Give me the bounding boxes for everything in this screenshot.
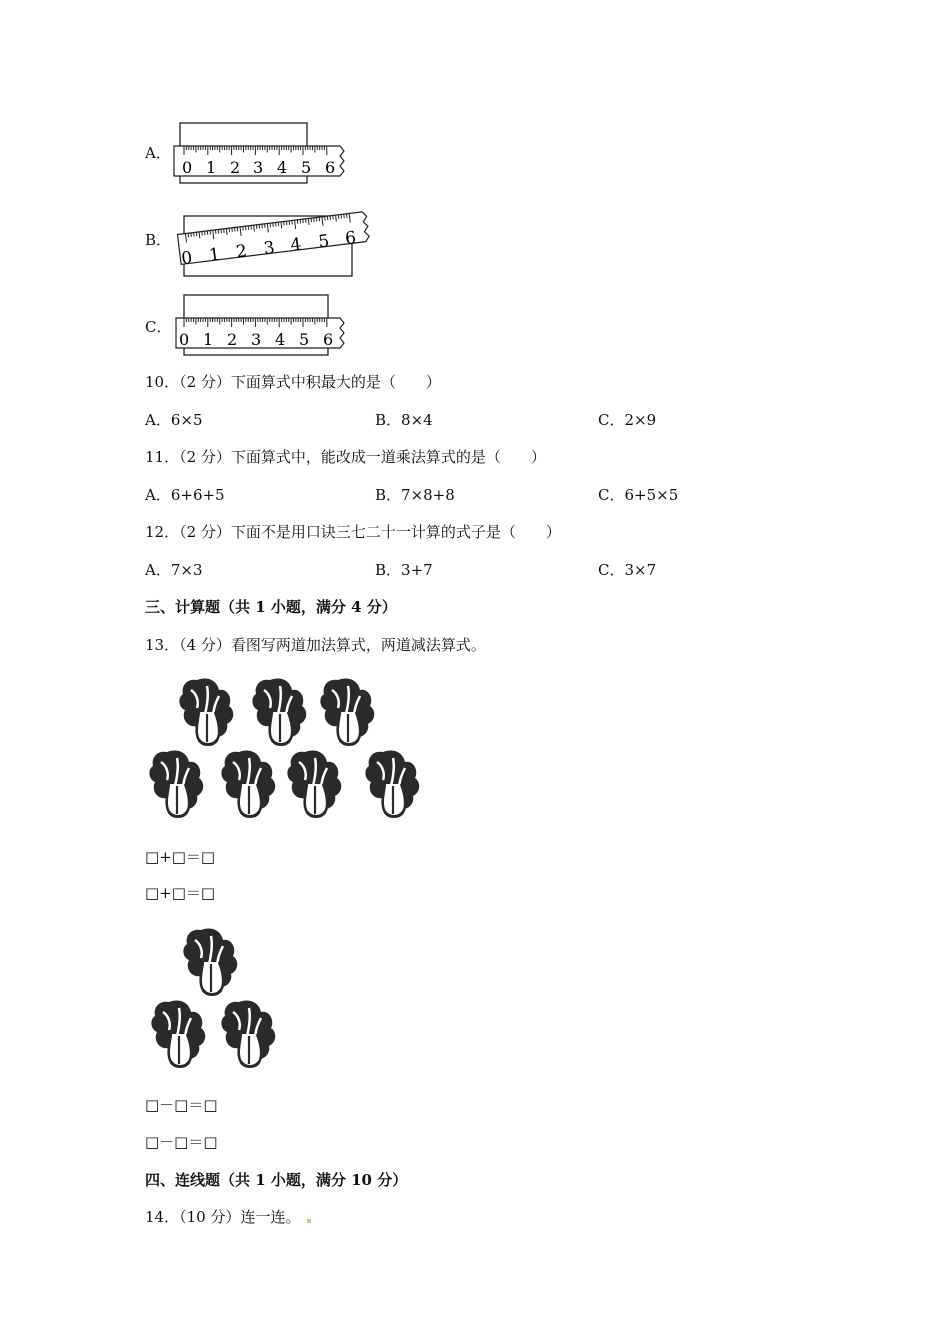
question-12-stem: 12．（2 分）下面不是用口诀三七二十一计算的式子是（ ） (145, 523, 561, 541)
cabbage-icon (151, 1000, 205, 1066)
ruler-figure-b (172, 198, 377, 280)
question-10-options (145, 410, 845, 430)
tick-label: 1 (208, 244, 222, 266)
cabbage-icon (365, 750, 419, 816)
tick-label: 3 (253, 158, 264, 177)
option-a-label: A． (145, 144, 171, 162)
tick-label: 1 (206, 158, 217, 177)
question-14-stem: 14．（10 分）连一连。 (145, 1208, 301, 1226)
option-c[interactable]: C．3×7 (598, 561, 657, 579)
option-b[interactable]: B．7×8+8 (375, 486, 455, 504)
ruler-figure-a (172, 118, 362, 186)
question-11-stem: 11．（2 分）下面算式中，能改成一道乘法算式的是（ ） (145, 448, 546, 466)
cabbage-icon (287, 750, 341, 816)
tick-label: 2 (227, 330, 238, 349)
cabbage-icon (149, 750, 203, 816)
option-a[interactable]: A．7×3 (145, 561, 203, 579)
tick-label: 5 (301, 158, 312, 177)
subtraction-equation-2[interactable]: □－□＝□ (145, 1133, 218, 1151)
subtraction-equation-1[interactable]: □－□＝□ (145, 1096, 218, 1114)
tick-label: 3 (251, 330, 262, 349)
tick-label: 4 (289, 234, 303, 256)
tick-label: 0 (179, 330, 190, 349)
section-4-heading: 四、连线题（共 1 小题，满分 10 分） (145, 1171, 408, 1189)
tick-label: 5 (317, 231, 331, 253)
tick-label: 6 (344, 227, 358, 250)
tick-label: 4 (277, 158, 288, 177)
tick-label: 0 (180, 247, 194, 270)
tick-label: 3 (262, 237, 276, 260)
cabbage-picture-2 (145, 922, 285, 1077)
option-c[interactable]: C．2×9 (598, 411, 657, 429)
tick-label: 6 (325, 158, 336, 177)
option-c[interactable]: C．6+5×5 (598, 486, 679, 504)
question-11-options (145, 485, 845, 505)
option-a[interactable]: A．6+6+5 (145, 486, 225, 504)
tick-label: 6 (323, 330, 334, 349)
cabbage-icon (221, 1000, 275, 1066)
option-b[interactable]: B．8×4 (375, 411, 433, 429)
cabbage-icon (320, 678, 374, 744)
cabbage-picture-1 (145, 672, 430, 827)
question-12-options (145, 560, 845, 580)
mark-dot (307, 1219, 311, 1223)
question-10-stem: 10．（2 分）下面算式中积最大的是（ ） (145, 373, 441, 391)
addition-equation-1[interactable]: □+□＝□ (145, 848, 216, 866)
cabbage-icon (221, 750, 275, 816)
cabbage-icon (179, 678, 233, 744)
section-3-heading: 三、计算题（共 1 小题，满分 4 分） (145, 598, 397, 616)
ruler-icon (177, 211, 370, 269)
tick-label: 0 (182, 158, 193, 177)
tick-label: 4 (275, 330, 286, 349)
cabbage-icon (183, 928, 237, 994)
tick-label: 2 (230, 158, 241, 177)
cabbage-icon (252, 678, 306, 744)
addition-equation-2[interactable]: □+□＝□ (145, 884, 216, 902)
option-b-label: B． (145, 231, 172, 249)
option-c-label: C． (145, 318, 172, 336)
option-b[interactable]: B．3+7 (375, 561, 433, 579)
question-13-stem: 13．（4 分）看图写两道加法算式，两道减法算式。 (145, 636, 486, 654)
ruler-figure-c (172, 290, 362, 358)
tick-label: 5 (299, 330, 310, 349)
option-a[interactable]: A．6×5 (145, 411, 203, 429)
tick-label: 2 (234, 241, 249, 263)
tick-label: 1 (203, 330, 214, 349)
